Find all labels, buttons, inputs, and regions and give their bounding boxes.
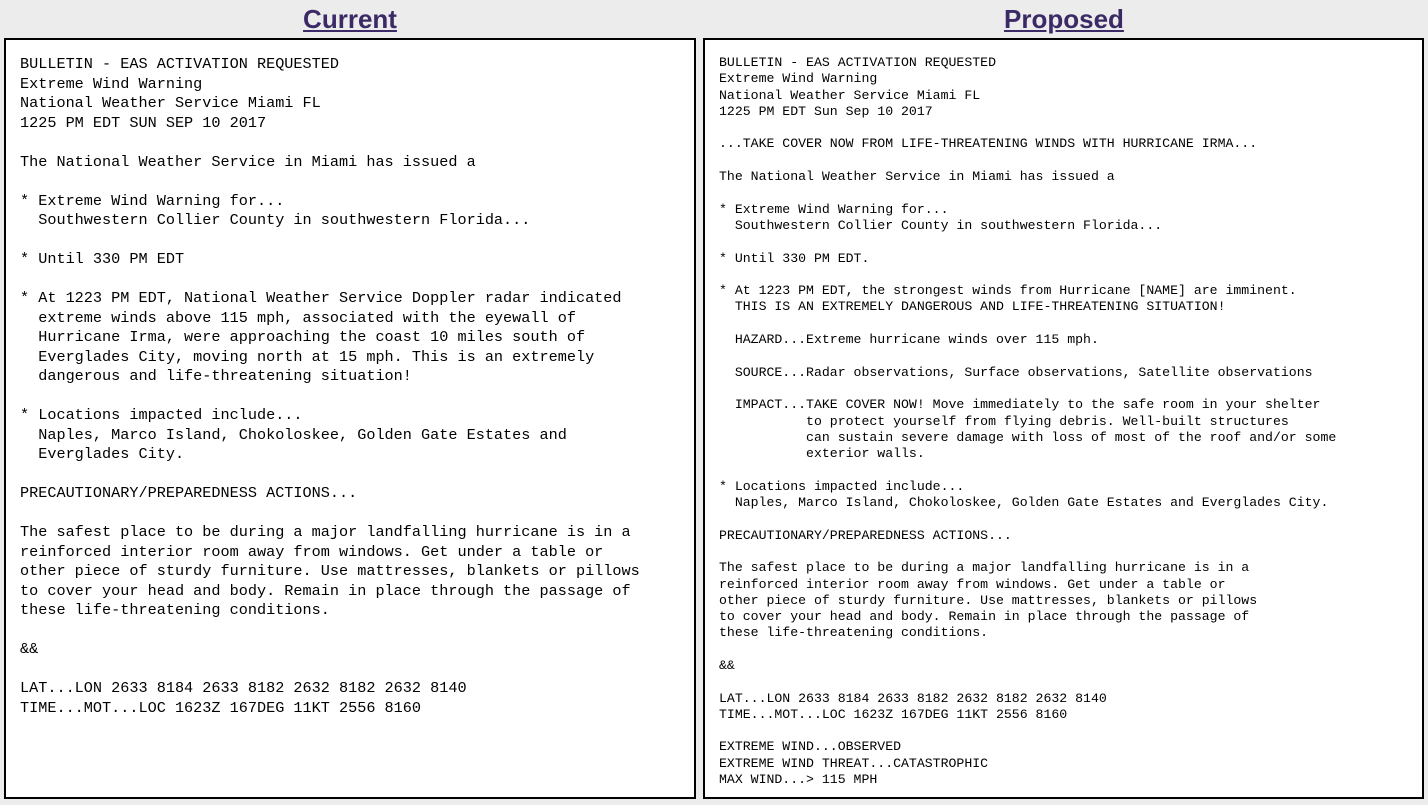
bulletin-line: * Extreme Wind Warning for...	[20, 191, 285, 210]
bulletin-line: TIME...MOT...LOC 1623Z 167DEG 11KT 2556 8160	[719, 706, 1068, 722]
bulletin-line: other piece of sturdy furniture. Use mattresses, blankets or pillows	[719, 592, 1258, 608]
bulletin-line: exterior walls.	[719, 446, 925, 462]
bulletin-line: can sustain severe damage with loss of most of the roof and/or some	[719, 429, 1337, 445]
bulletin-line: Naples, Marco Island, Chokoloskee, Golden Gate Estates and Everglades City.	[719, 495, 1329, 511]
bulletin-line: MAX WIND...> 115 MPH	[719, 772, 878, 788]
bulletin-line: IMPACT...TAKE COVER NOW! Move immediately to the safe room in your shelter	[719, 397, 1321, 413]
bulletin-line: Everglades City, moving north at 15 mph. This is an extremely	[20, 347, 595, 366]
bulletin-line: HAZARD...Extreme hurricane winds over 115 mph.	[719, 332, 1099, 348]
bulletin-line: * Extreme Wind Warning for...	[719, 201, 949, 217]
blank-line	[719, 316, 1336, 332]
bulletin-line: reinforced interior room away from windows. Get under a table or	[719, 576, 1226, 592]
current-bulletin-panel	[4, 38, 696, 799]
bulletin-line: BULLETIN - EAS ACTIVATION REQUESTED	[20, 55, 339, 73]
bulletin-line: to cover your head and body. Remain in place through the passage of	[719, 609, 1250, 625]
blank-line	[719, 267, 1336, 283]
blank-line	[719, 462, 1336, 478]
bulletin-line: &&	[20, 640, 39, 658]
bulletin-line: * Locations impacted include...	[20, 406, 303, 424]
current-heading: Current	[303, 4, 397, 34]
blank-line	[719, 234, 1336, 250]
blank-line	[20, 387, 640, 407]
bulletin-line: The National Weather Service in Miami has issued a	[20, 152, 476, 171]
bulletin-line: PRECAUTIONARY/PREPAREDNESS ACTIONS...	[20, 484, 358, 502]
blank-line	[20, 504, 640, 524]
bulletin-line: * Until 330 PM EDT	[20, 250, 185, 268]
blank-line	[719, 511, 1336, 527]
bulletin-line: to cover your head and body. Remain in place through the passage of	[20, 581, 631, 600]
bulletin-line: to protect yourself from flying debris. Well-built structures	[719, 413, 1289, 429]
proposed-bulletin-text	[719, 55, 1336, 788]
bulletin-line: National Weather Service Miami FL	[20, 94, 321, 112]
bulletin-line: BULLETIN - EAS ACTIVATION REQUESTED	[719, 55, 996, 70]
blank-line	[719, 348, 1336, 364]
bulletin-line: LAT...LON 2633 8184 2633 8182 2632 8182 2632 8140	[719, 690, 1107, 706]
bulletin-line: dangerous and life-threatening situation!	[20, 367, 412, 385]
bulletin-line: Southwestern Collier County in southwestern Florida...	[719, 217, 1163, 233]
blank-line	[20, 270, 640, 290]
bulletin-line: THIS IS AN EXTREMELY DANGEROUS AND LIFE-THREATENING SITUATION!	[719, 299, 1226, 315]
bulletin-line: these life-threatening conditions.	[719, 625, 989, 641]
bulletin-line: reinforced interior room away from windows. Get under a table or	[20, 542, 604, 561]
bulletin-line: * Locations impacted include...	[719, 478, 965, 494]
bulletin-line: PRECAUTIONARY/PREPAREDNESS ACTIONS...	[719, 527, 1012, 543]
bulletin-line: The safest place to be during a major landfalling hurricane is in a	[20, 523, 631, 541]
bulletin-line: Southwestern Collier County in southwestern Florida...	[20, 211, 531, 229]
blank-line	[719, 642, 1336, 658]
blank-line	[20, 172, 640, 192]
bulletin-line: EXTREME WIND...OBSERVED	[719, 739, 902, 755]
bulletin-line: SOURCE...Radar observations, Surface observations, Satellite observations	[719, 364, 1313, 380]
bulletin-line: Naples, Marco Island, Chokoloskee, Golden Gate Estates and	[20, 425, 567, 444]
blank-line	[719, 544, 1336, 560]
bulletin-line: Extreme Wind Warning	[20, 74, 203, 93]
bulletin-line: &&	[719, 657, 735, 673]
blank-line	[719, 153, 1336, 169]
blank-line	[20, 660, 640, 680]
bulletin-line: EXTREME WIND THREAT...CATASTROPHIC	[719, 755, 989, 771]
blank-line	[719, 120, 1336, 136]
current-bulletin-text	[20, 55, 640, 718]
blank-line	[719, 381, 1336, 397]
bulletin-line: 1225 PM EDT Sun Sep 10 2017	[719, 103, 933, 119]
bulletin-line: TIME...MOT...LOC 1623Z 167DEG 11KT 2556 8160	[20, 698, 422, 717]
blank-line	[719, 723, 1336, 739]
bulletin-line: Hurricane Irma, were approaching the coast 10 miles south of	[20, 328, 586, 346]
bulletin-line: Everglades City.	[20, 445, 185, 463]
blank-line	[20, 465, 640, 485]
bulletin-line: National Weather Service Miami FL	[719, 87, 981, 103]
bulletin-line: * At 1223 PM EDT, National Weather Service Doppler radar indicated	[20, 289, 622, 307]
blank-line	[719, 674, 1336, 690]
proposed-heading: Proposed	[1004, 4, 1124, 34]
bulletin-line: 1225 PM EDT SUN SEP 10 2017	[20, 113, 267, 132]
bulletin-line: LAT...LON 2633 8184 2633 8182 2632 8182 2632 8140	[20, 679, 467, 697]
bulletin-line: these life-threatening conditions.	[20, 601, 330, 619]
bulletin-line: ...TAKE COVER NOW FROM LIFE-THREATENING WINDS WITH HURRICANE IRMA...	[719, 136, 1258, 152]
bulletin-line: other piece of sturdy furniture. Use mattresses, blankets or pillows	[20, 562, 640, 580]
proposed-bulletin-panel	[703, 38, 1424, 799]
blank-line	[719, 185, 1336, 201]
bulletin-line: extreme winds above 115 mph, associated with the eyewall of	[20, 308, 576, 327]
bulletin-line: The National Weather Service in Miami has issued a	[719, 169, 1115, 185]
bulletin-line: The safest place to be during a major landfalling hurricane is in a	[719, 560, 1250, 576]
bulletin-line: Extreme Wind Warning	[719, 71, 878, 87]
bulletin-line: * Until 330 PM EDT.	[719, 250, 870, 266]
blank-line	[20, 231, 640, 251]
blank-line	[20, 133, 640, 153]
blank-line	[20, 621, 640, 641]
bulletin-line: * At 1223 PM EDT, the strongest winds from Hurricane [NAME] are imminent.	[719, 283, 1297, 299]
